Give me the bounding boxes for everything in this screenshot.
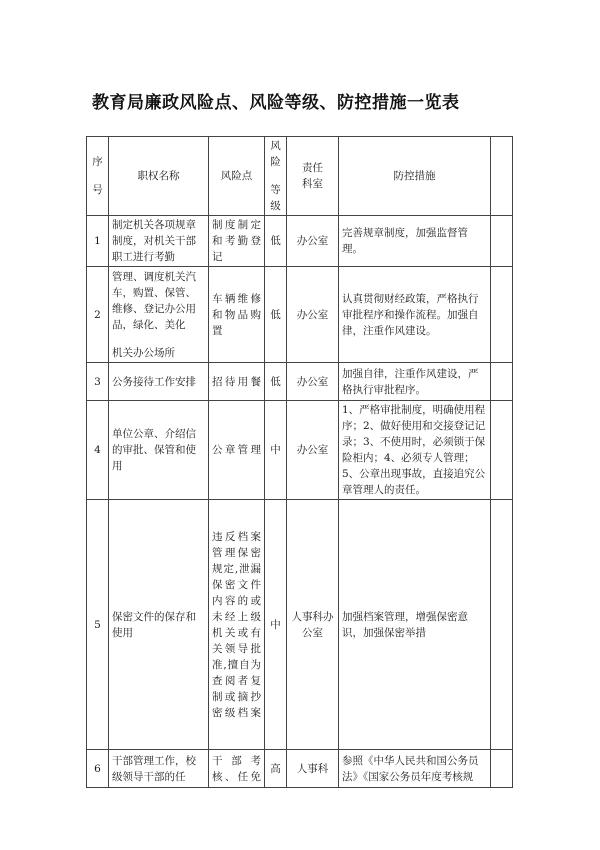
row-name: 干部管理工作，校级领导干部的任 [109, 750, 209, 788]
row-dept: 办公室 [287, 267, 339, 363]
row-risk: 违反档案管理保密规定,泄漏保密文件内容的或未经上级机关或有关领导批准,擅自为查阅者复制或摘抄密级档案 [209, 500, 265, 750]
header-level: 风险 等 级 [265, 137, 287, 216]
header-risk: 风险点 [209, 137, 265, 216]
header-no: 序 号 [87, 137, 109, 216]
table-row [87, 267, 513, 363]
page-title: 教育局廉政风险点、风险等级、防控措施一览表 [92, 93, 460, 113]
row-dept: 办公室 [287, 216, 339, 267]
row-level: 高 [265, 750, 287, 788]
table-row [87, 363, 513, 401]
blank-cell [491, 267, 513, 363]
row-no: 3 [87, 363, 109, 401]
row-risk: 公章管理 [209, 401, 265, 500]
row-name: 保密文件的保存和使用 [109, 500, 209, 750]
row-level: 低 [265, 363, 287, 401]
row-no: 2 [87, 267, 109, 363]
row-no: 6 [87, 750, 109, 788]
header-row [87, 137, 513, 216]
row-dept: 办公室 [287, 363, 339, 401]
row-risk: 制度制定和考勤登记 [209, 216, 265, 267]
table-row [87, 401, 513, 500]
row-no: 1 [87, 216, 109, 267]
blank-cell [491, 363, 513, 401]
row-dept: 人事科 [287, 750, 339, 788]
row-measures: 参照《中华人民共和国公务员法》《国家公务员年度考核规 [339, 750, 491, 788]
row-no: 4 [87, 401, 109, 500]
row-level: 中 [265, 401, 287, 500]
row-level: 低 [265, 216, 287, 267]
row-name: 管理、调度机关汽车，购置、保管、维修、登记办公用品，绿化、美化 机关办公场所 [109, 267, 209, 363]
blank-cell [491, 750, 513, 788]
table-row [87, 500, 513, 750]
row-measures: 认真贯彻财经政策，严格执行审批程序和操作流程。加强自律，注重作风建设。 [339, 267, 491, 363]
blank-cell [491, 137, 513, 216]
table-row [87, 216, 513, 267]
blank-cell [491, 216, 513, 267]
header-name: 职权名称 [109, 137, 209, 216]
header-measures: 防控措施 [339, 137, 491, 216]
header-dept: 责任 科室 [287, 137, 339, 216]
row-no: 5 [87, 500, 109, 750]
row-measures: 1、严格审批制度，明确使用程序；2、做好使用和交接登记记录；3、不使用时，必须锁于保险柜内；4、必须专人管理；5、公章出现事故，直接追究公章管理人的责任。 [339, 401, 491, 500]
row-level: 低 [265, 267, 287, 363]
row-dept: 办公室 [287, 401, 339, 500]
row-dept: 人事科办公室 [287, 500, 339, 750]
row-name: 单位公章、介绍信的审批、保管和使用 [109, 401, 209, 500]
row-risk: 招待用餐 [209, 363, 265, 401]
row-name: 制定机关各项规章制度，对机关干部职工进行考勤 [109, 216, 209, 267]
risk-table [86, 136, 513, 788]
row-risk: 干部考核、任免 [209, 750, 265, 788]
blank-cell [491, 401, 513, 500]
table-row [87, 750, 513, 788]
row-level: 中 [265, 500, 287, 750]
blank-cell [491, 500, 513, 750]
row-name: 公务接待工作安排 [109, 363, 209, 401]
row-measures: 加强档案管理，增强保密意识，加强保密举措 [339, 500, 491, 750]
row-measures: 完善规章制度，加强监督管理。 [339, 216, 491, 267]
row-risk: 车辆维修和物品购置 [209, 267, 265, 363]
row-measures: 加强自律，注重作风建设，严格执行审批程序。 [339, 363, 491, 401]
